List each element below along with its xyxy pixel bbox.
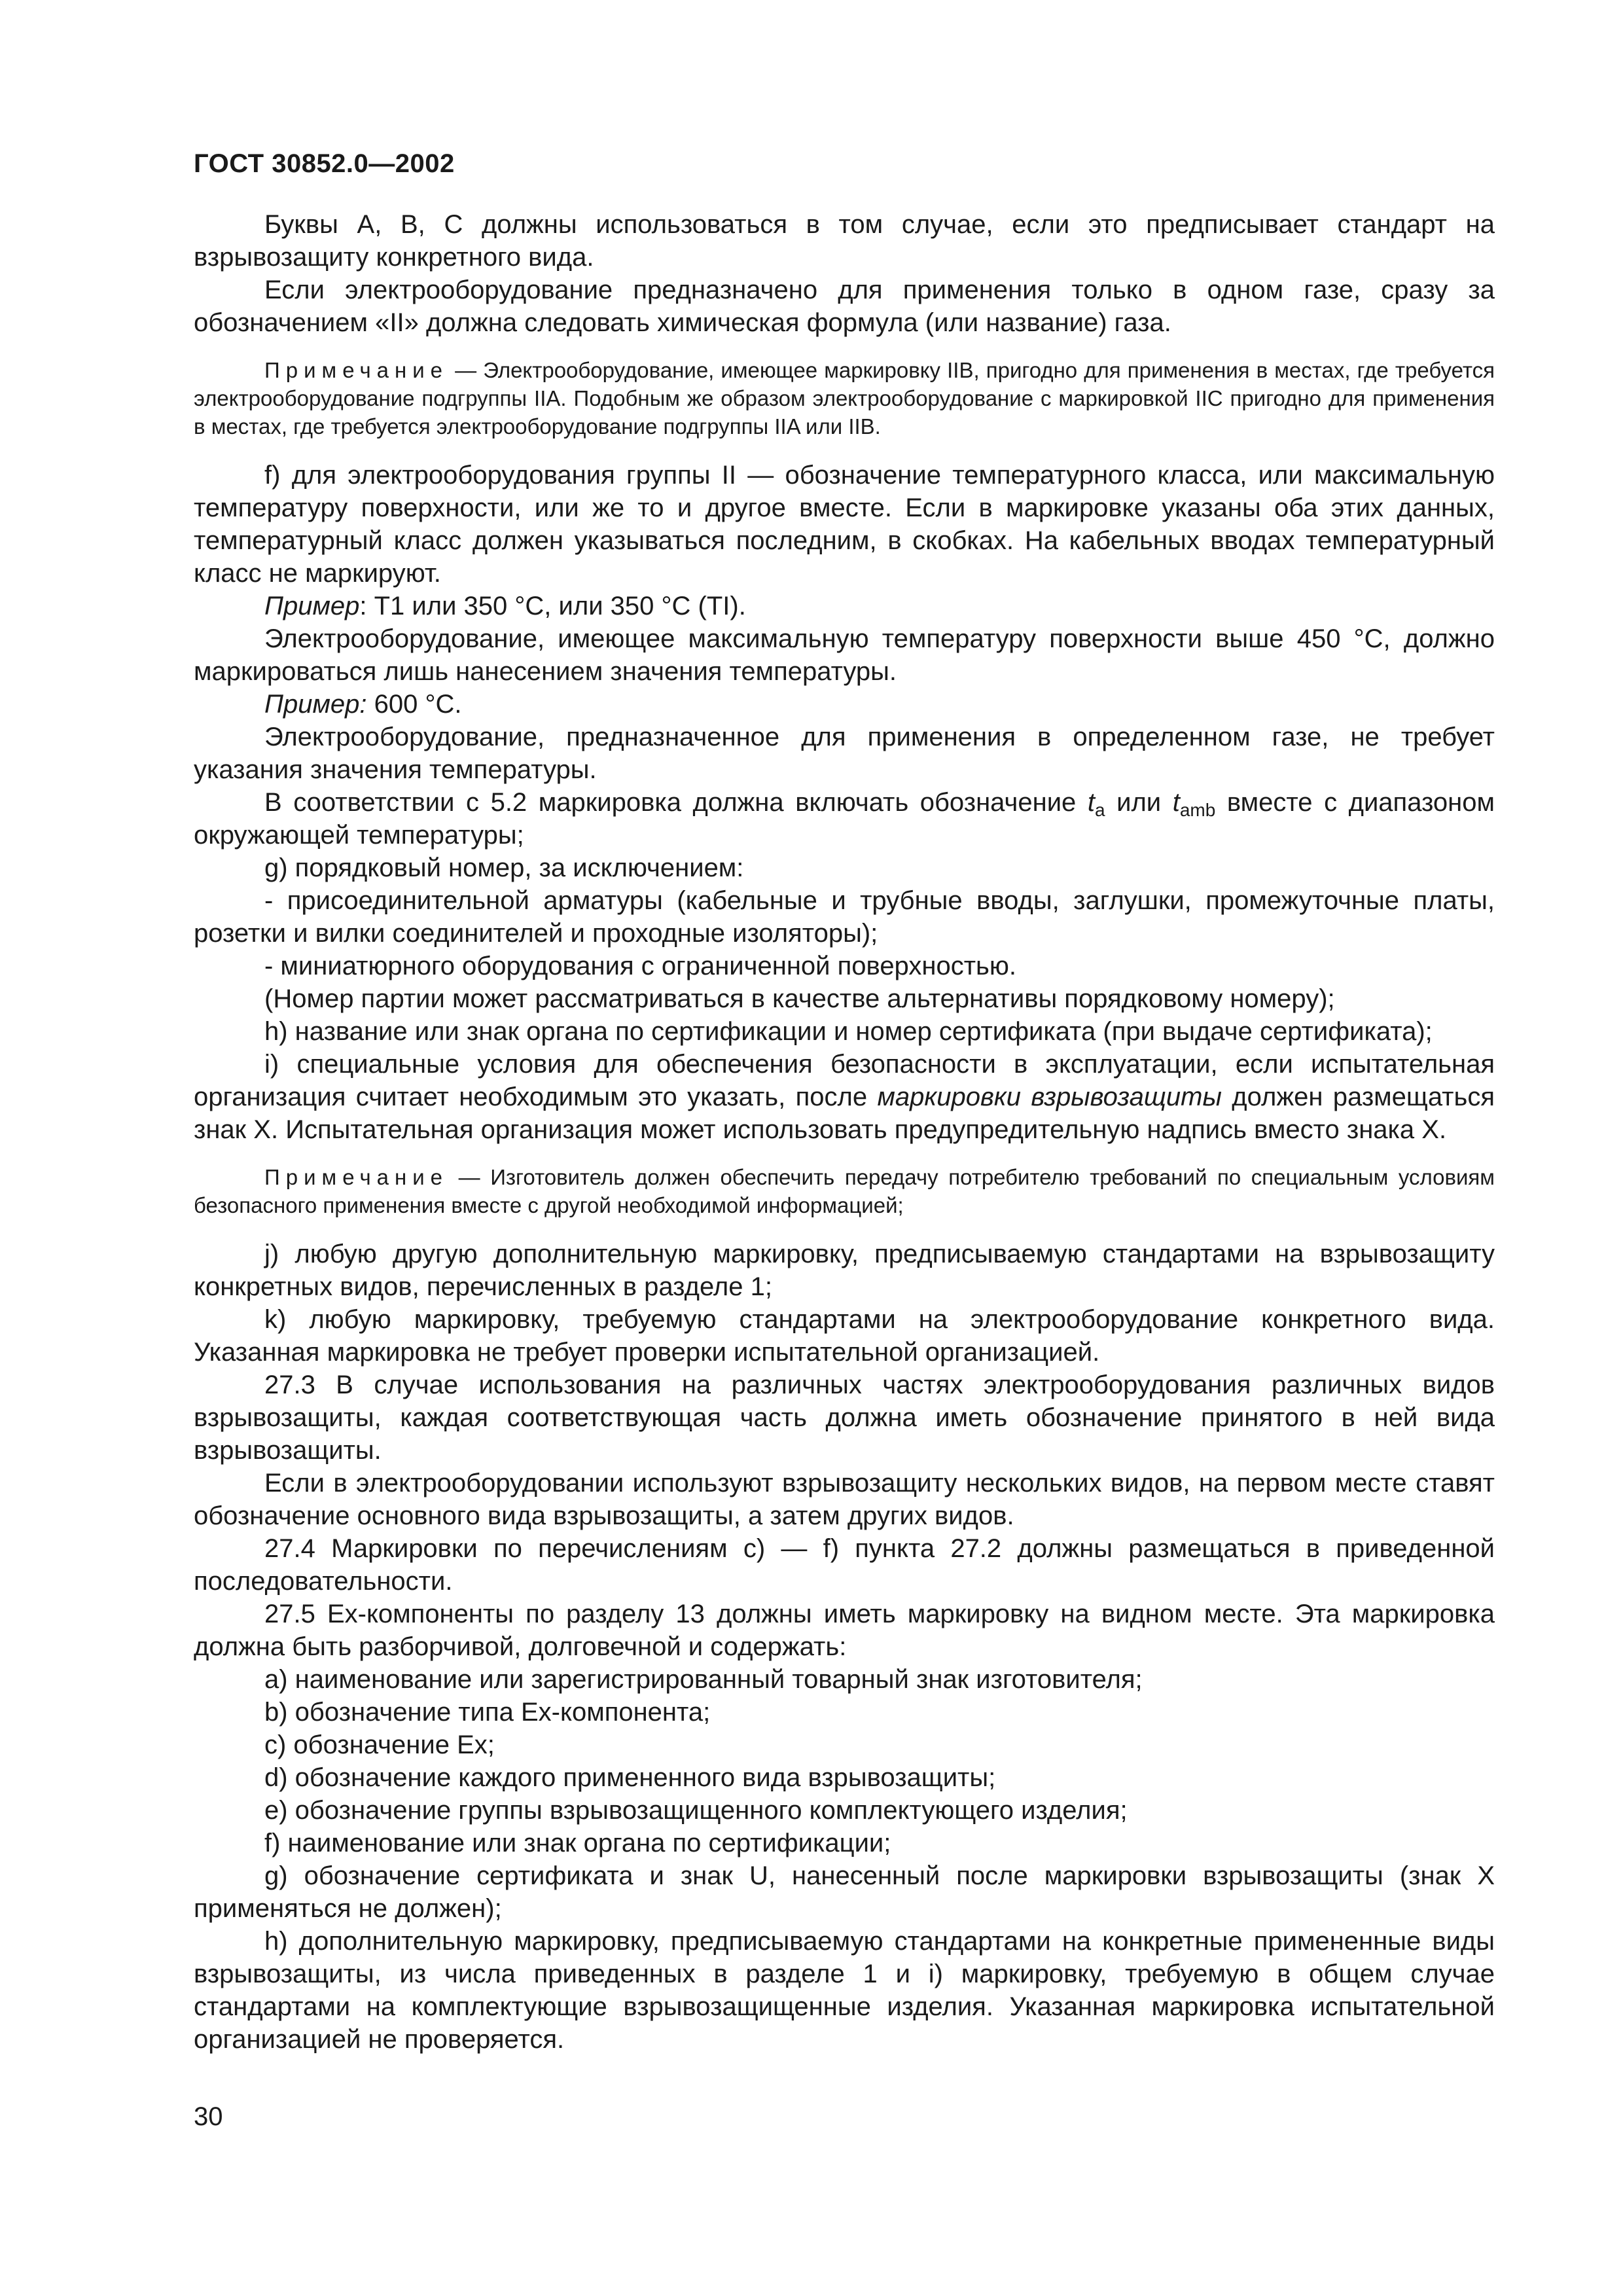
text-run: i) специальные условия для обеспечения безопасности в эксплуатации, если испытательная организация считает необходимым это указать, после — [194, 1050, 1495, 1111]
list-item: - миниатюрного оборудования с ограниченной поверхностью. — [264, 952, 1016, 980]
emphasis: маркировки взрывозащиты — [877, 1083, 1222, 1111]
list-item: h) дополнительную маркировку, предписываемую стандартами на конкретные примененные виды взрывозащиты, из числа приведенных в разделе 1 и i) маркировку, требуемую в общем случае стандартами на комплектующие взрывозащищенные изделия. Указанная маркировка испытательной организацией не проверяется. — [194, 1927, 1495, 2054]
example-text: 600 °С. — [366, 690, 462, 719]
list-item: f) наименование или знак органа по сертификации; — [264, 1829, 891, 1857]
variable-t: t — [1172, 788, 1180, 817]
list-item: d) обозначение каждого примененного вида взрывозащиты; — [264, 1763, 996, 1792]
list-item: а) наименование или зарегистрированный товарный знак изготовителя; — [264, 1665, 1143, 1694]
paragraph: Если электрооборудование предназначено для применения только в одном газе, сразу за обозначением «II» должна следовать химическая формула (или название) газа. — [194, 276, 1495, 337]
note — [194, 356, 1495, 440]
list-item: b) обозначение типа Ex-компонента; — [264, 1698, 711, 1727]
list-item: k) любую маркировку, требуемую стандартами на электрооборудование конкретного вида. Указанная маркировка не требует проверки испытательной организацией. — [194, 1305, 1495, 1367]
clause: 27.5 Ex-компоненты по разделу 13 должны иметь маркировку на видном месте. Эта маркировка должна быть разборчивой, долговечной и содержать: — [194, 1600, 1495, 1661]
subscript: a — [1094, 800, 1105, 820]
note-label: Примечание — [264, 358, 449, 382]
paragraph — [194, 688, 1495, 721]
variable-t: t — [1087, 788, 1095, 817]
paragraph: Электрооборудование, предназначенное для применения в определенном газе, не требует указания значения температуры. — [194, 723, 1495, 784]
list-item: g) порядковый номер, за исключением: — [264, 853, 744, 882]
note-text: — Изготовитель должен обеспечить передачу потребителю требований по специальным условиям безопасного применения вместе с другой необходимой информацией; — [194, 1165, 1495, 1217]
list-item: е) обозначение группы взрывозащищенного комплектующего изделия; — [264, 1796, 1128, 1825]
paragraph: Буквы А, В, С должны использоваться в том случае, если это предписывает стандарт на взрывозащиту конкретного вида. — [194, 210, 1495, 272]
note-label: Примечание — [264, 1165, 449, 1189]
example-label: Пример — [264, 592, 360, 620]
document-header: ГОСТ 30852.0—2002 — [194, 149, 455, 178]
paragraph: Если в электрооборудовании используют взрывозащиту нескольких видов, на первом месте ставят обозначение основного вида взрывозащиты, а затем других видов. — [194, 1469, 1495, 1530]
list-item: h) название или знак органа по сертификации и номер сертификата (при выдаче сертификата); — [264, 1017, 1433, 1046]
text-run: В соответствии с 5.2 маркировка должна включать обозначение — [264, 788, 1088, 817]
text-run: или — [1105, 788, 1173, 817]
paragraph — [194, 590, 1495, 622]
paragraph — [194, 786, 1495, 852]
text-run: должен размещаться знак X. Испытательная организация может использовать предупредительную надпись вместо знака X. — [194, 1083, 1495, 1144]
paragraph: f) для электрооборудования группы II — обозначение температурного класса, или максимальную температуру поверхности, или же то и другое вместе. Если в маркировке указаны оба этих данных, температурный класс должен указываться последним, в скобках. На кабельных вводах температурный класс не маркируют. — [194, 461, 1495, 588]
clause: 27.3 В случае использования на различных частях электрооборудования различных видов взрывозащиты, каждая соответствующая часть должна иметь обозначение принятого в ней вида взрывозащиты. — [194, 1371, 1495, 1465]
document-body — [194, 208, 1495, 2056]
page-number: 30 — [194, 2102, 223, 2131]
subscript: amb — [1179, 800, 1216, 820]
list-item: - присоединительной арматуры (кабельные и трубные вводы, заглушки, промежуточные платы, розетки и вилки соединителей и проходные изоляторы); — [194, 886, 1495, 948]
note — [194, 1163, 1495, 1219]
clause: 27.4 Маркировки по перечислениям с) — f) пункта 27.2 должны размещаться в приведенной последовательности. — [194, 1534, 1495, 1596]
example-text: : Т1 или 350 °С, или 350 °С (TI). — [359, 592, 746, 620]
list-item: j) любую другую дополнительную маркировку, предписываемую стандартами на взрывозащиту конкретных видов, перечисленных в разделе 1; — [194, 1240, 1495, 1301]
note-text: — Электрооборудование, имеющее маркировку IIB, пригодно для применения в местах, где требуется электрооборудование подгруппы IIA. Подобным же образом электрооборудование с маркировкой IIC пригодно для применения в местах, где требуется электрооборудование подгруппы IIA или IIB. — [194, 358, 1495, 439]
paragraph: Электрооборудование, имеющее максимальную температуру поверхности выше 450 °С, должно маркироваться лишь нанесением значения температуры. — [194, 624, 1495, 686]
example-label: Пример: — [264, 690, 367, 719]
list-item — [194, 1048, 1495, 1146]
list-item: g) обозначение сертификата и знак U, нанесенный после маркировки взрывозащиты (знак X применяться не должен); — [194, 1861, 1495, 1923]
text-run: вместе с диапазоном окружающей температуры; — [194, 788, 1495, 850]
list-item: с) обозначение Ex; — [264, 1731, 495, 1759]
paragraph: (Номер партии может рассматриваться в качестве альтернативы порядковому номеру); — [264, 984, 1335, 1013]
